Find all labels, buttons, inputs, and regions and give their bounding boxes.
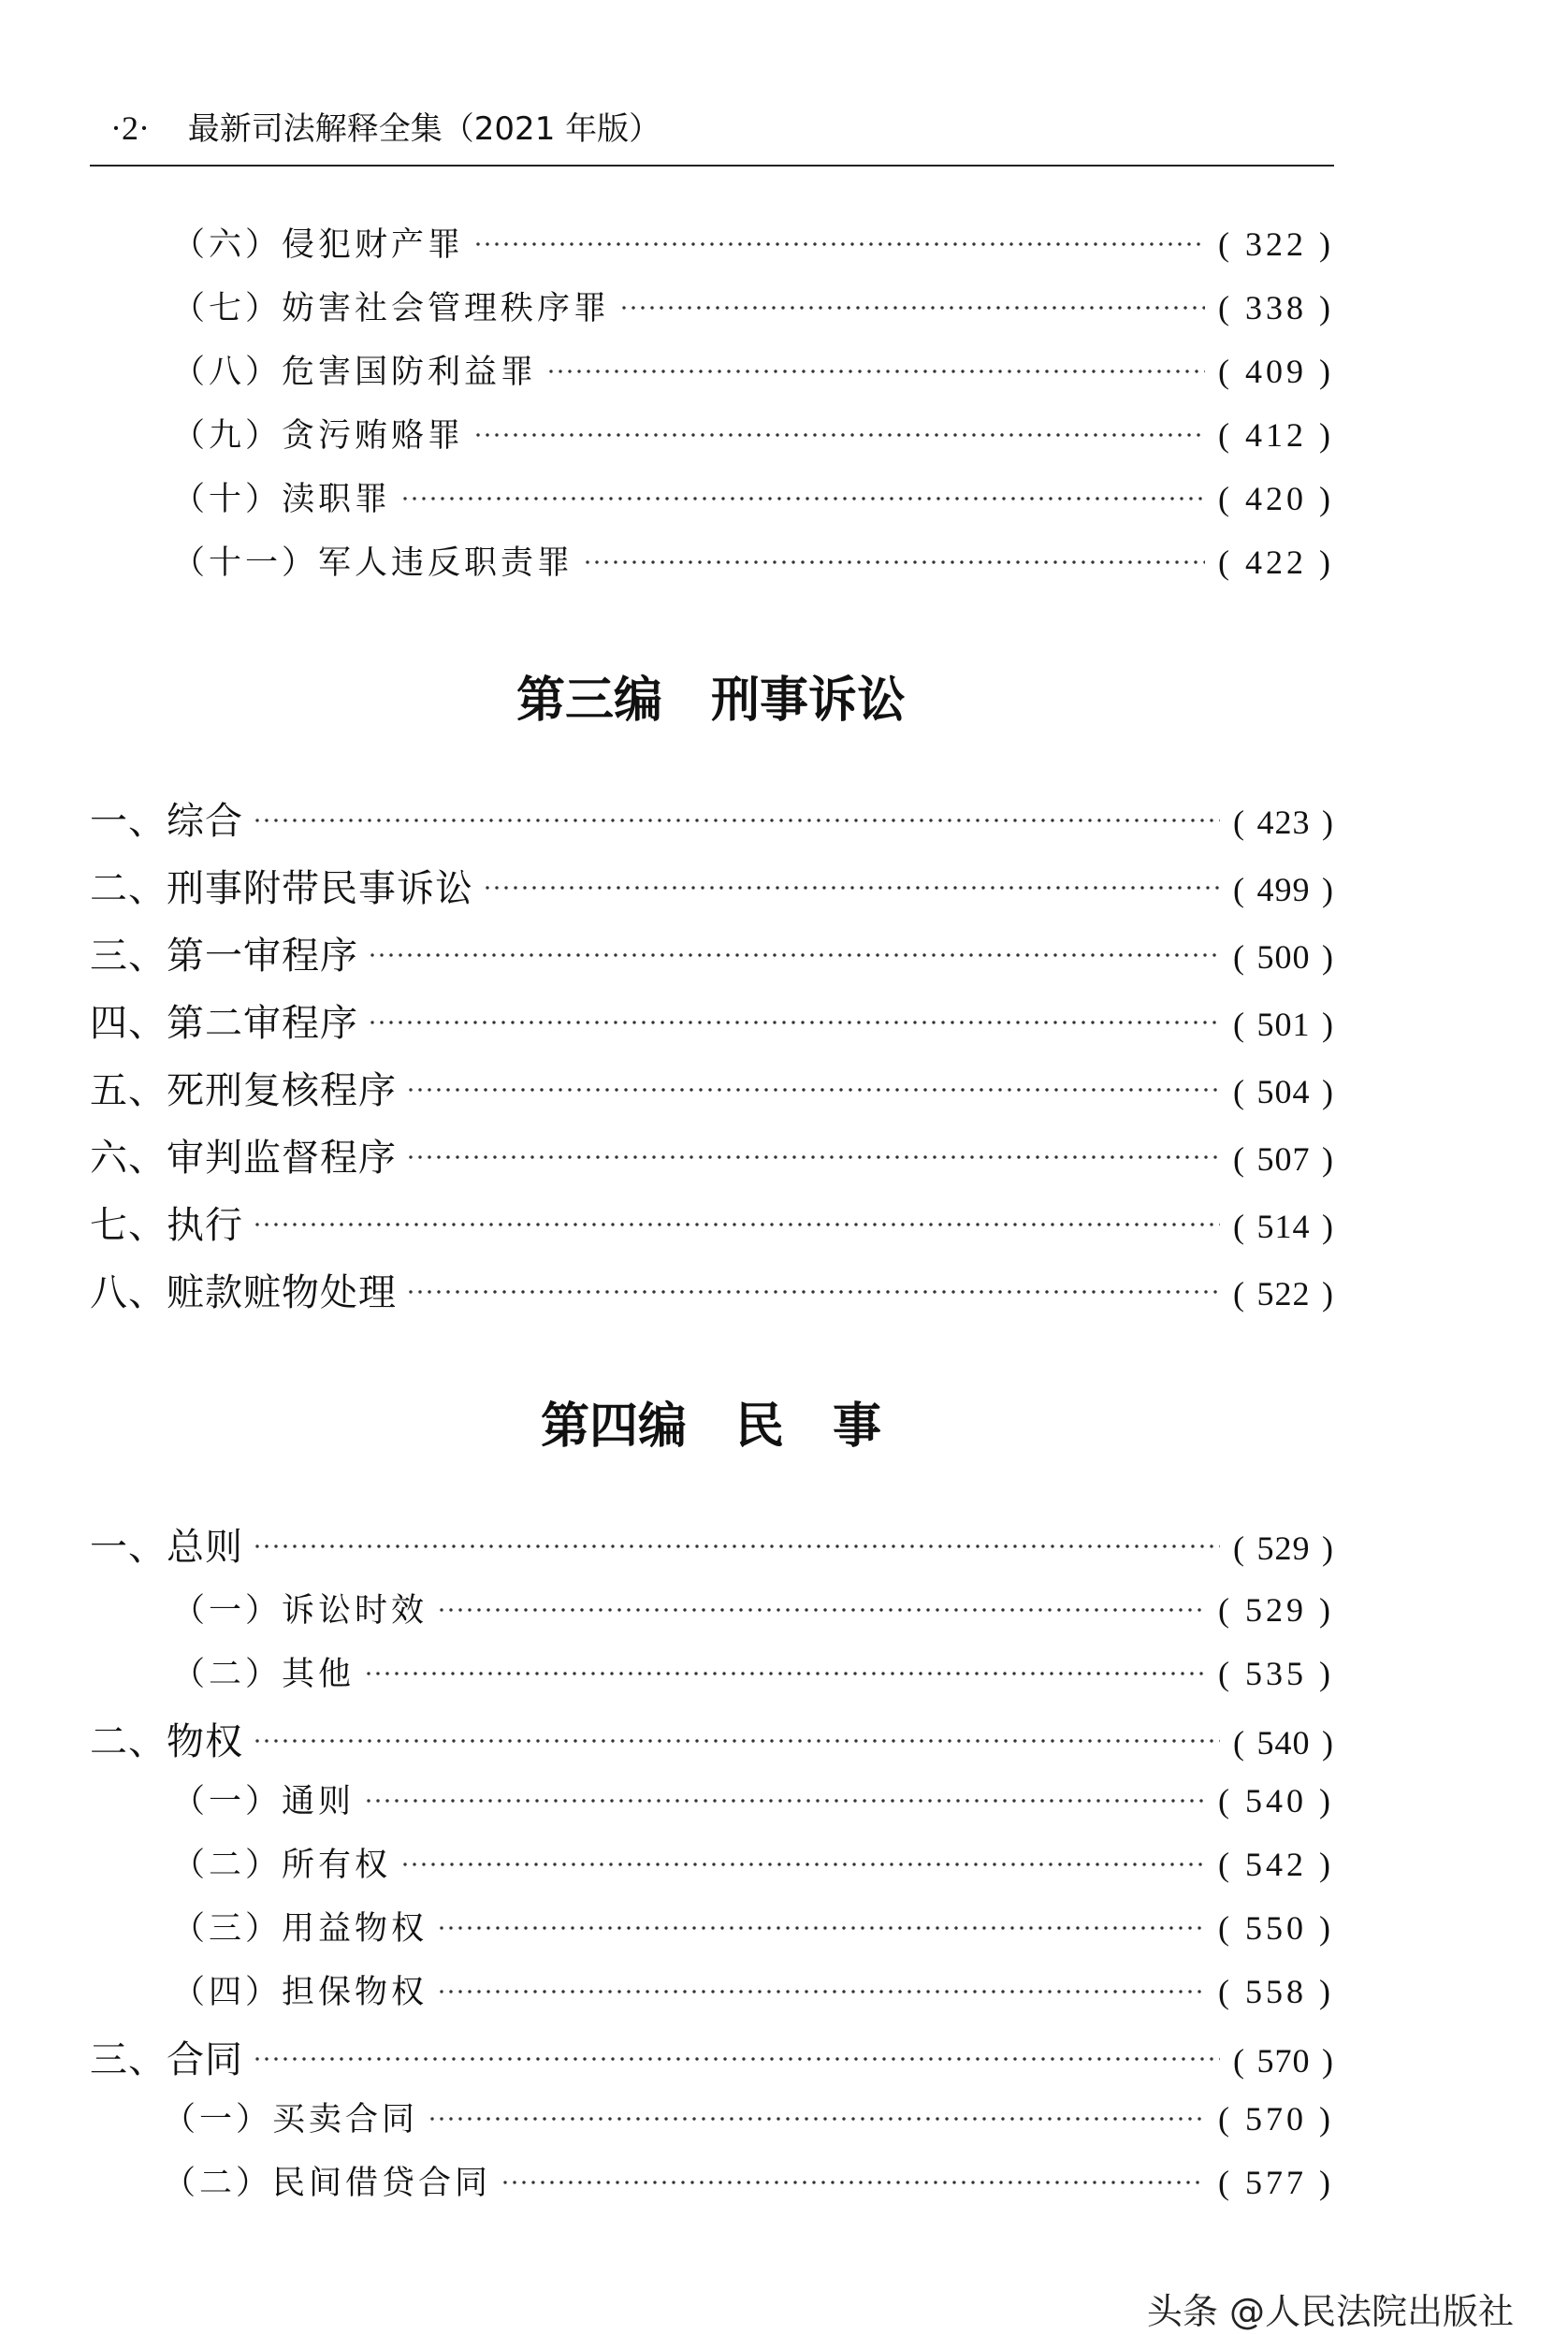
toc-entry[interactable] [163, 2157, 1334, 2204]
toc-entry-label: 五、死刑复核程序 [90, 1069, 397, 1112]
toc-entry-label: （九）贪污贿赂罪 [172, 417, 465, 455]
dot-leader [253, 1223, 1220, 1226]
toc-entry[interactable] [90, 1517, 1334, 1571]
toc-entry-label: 七、执行 [90, 1204, 243, 1247]
toc-entry-label: 三、合同 [90, 2038, 243, 2081]
toc-entry[interactable] [172, 283, 1334, 329]
dot-leader [501, 2181, 1205, 2184]
toc-entry-label: 一、综合 [90, 800, 243, 843]
dot-leader [400, 497, 1205, 500]
dot-leader [428, 2117, 1205, 2121]
toc-entry-label: （三）用益物权 [172, 1910, 428, 1948]
dot-leader [483, 886, 1220, 890]
toc-entry-label: （一）买卖合同 [163, 2101, 419, 2138]
toc-entry-page: ( 535 ) [1218, 1655, 1334, 1692]
toc-entry[interactable] [90, 926, 1334, 979]
toc-entry-label: （八）危害国防利益罪 [172, 354, 538, 391]
toc-entry[interactable] [90, 791, 1334, 845]
toc-entry[interactable] [172, 1648, 1334, 1695]
toc-entry[interactable] [90, 1128, 1334, 1181]
toc-entry-page: ( 522 ) [1233, 1275, 1334, 1312]
toc-entry-page: ( 420 ) [1218, 480, 1334, 517]
toc-entry-page: ( 504 ) [1233, 1073, 1334, 1110]
book-title: 最新司法解释全集（2021 年版） [187, 110, 661, 148]
toc-entry-page: ( 542 ) [1218, 1846, 1334, 1883]
toc-entry-page: ( 499 ) [1233, 871, 1334, 908]
dot-leader [406, 1290, 1220, 1294]
dot-leader [364, 1799, 1205, 1803]
dot-leader [253, 1544, 1220, 1548]
dot-leader [253, 2057, 1220, 2061]
toc-entry-label: 三、第一审程序 [90, 935, 358, 978]
toc-entry[interactable] [90, 1712, 1334, 1765]
toc-entry[interactable] [172, 473, 1334, 520]
toc-entry[interactable] [90, 1061, 1334, 1114]
source-watermark: 头条 @人民法院出版社 [1146, 2291, 1514, 2332]
dot-leader [546, 370, 1205, 373]
dot-leader [437, 1926, 1205, 1930]
dot-leader [368, 1021, 1220, 1024]
toc-entry-label: （二）所有权 [172, 1847, 392, 1884]
toc-entry-label: （二）民间借贷合同 [163, 2165, 492, 2202]
page-number: ·2· [110, 109, 150, 147]
toc-entry-label: 八、赃款赃物处理 [90, 1271, 397, 1314]
toc-entry-label: （六）侵犯财产罪 [172, 226, 465, 264]
section-title: 第四编 民 事 [540, 1399, 881, 1455]
toc-entry-page: ( 558 ) [1218, 1973, 1334, 2010]
dot-leader [400, 1863, 1205, 1866]
toc-entry-page: ( 338 ) [1218, 289, 1334, 326]
toc-entry[interactable] [172, 1966, 1334, 2013]
toc-entry-page: ( 529 ) [1233, 1529, 1334, 1567]
toc-entry[interactable] [172, 1839, 1334, 1886]
toc-entry-label: （一）诉讼时效 [172, 1592, 428, 1630]
dot-leader [583, 560, 1205, 564]
toc-entry-page: ( 507 ) [1233, 1140, 1334, 1178]
dot-leader [364, 1672, 1205, 1675]
toc-entry[interactable] [172, 1585, 1334, 1631]
dot-leader [473, 242, 1205, 246]
toc-entry[interactable] [172, 219, 1334, 266]
toc-entry-label: （十一）军人违反职责罪 [172, 544, 574, 582]
running-header [110, 105, 661, 152]
dot-leader [473, 433, 1205, 437]
toc-entry-page: ( 529 ) [1218, 1591, 1334, 1629]
toc-entry-page: ( 570 ) [1233, 2042, 1334, 2080]
toc-entry-page: ( 540 ) [1218, 1782, 1334, 1819]
toc-entry[interactable] [172, 537, 1334, 584]
toc-entry[interactable] [172, 410, 1334, 457]
toc-entry-label: 一、总则 [90, 1526, 243, 1569]
toc-entry-label: 六、审判监督程序 [90, 1137, 397, 1180]
toc-entry-page: ( 423 ) [1233, 804, 1334, 841]
toc-entry[interactable] [90, 2030, 1334, 2083]
toc-entry-page: ( 501 ) [1233, 1006, 1334, 1043]
toc-entry[interactable] [90, 993, 1334, 1047]
dot-leader [253, 819, 1220, 822]
toc-entry-page: ( 412 ) [1218, 416, 1334, 454]
toc-entry-page: ( 422 ) [1218, 544, 1334, 581]
toc-entry-page: ( 550 ) [1218, 1909, 1334, 1947]
header-divider [90, 165, 1334, 167]
toc-entry-label: （四）担保物权 [172, 1974, 428, 2011]
toc-entry[interactable] [163, 2094, 1334, 2140]
dot-leader [406, 1155, 1220, 1159]
toc-entry[interactable] [90, 859, 1334, 912]
toc-entry[interactable] [172, 1776, 1334, 1822]
toc-entry[interactable] [90, 1196, 1334, 1249]
toc-entry[interactable] [172, 1903, 1334, 1950]
toc-entry-label: （二）其他 [172, 1656, 356, 1693]
dot-leader [368, 953, 1220, 957]
dot-leader [406, 1088, 1220, 1092]
toc-entry-page: ( 514 ) [1233, 1208, 1334, 1245]
toc-entry-page: ( 322 ) [1218, 225, 1334, 263]
section-title: 第三编 刑事诉讼 [515, 673, 906, 729]
dot-leader [253, 1739, 1220, 1743]
dot-leader [437, 1990, 1205, 1993]
toc-entry-label: 二、物权 [90, 1720, 243, 1763]
toc-entry-label: （一）通则 [172, 1783, 356, 1820]
dot-leader [619, 306, 1205, 310]
toc-entry-label: （七）妨害社会管理秩序罪 [172, 290, 611, 327]
toc-entry-label: 四、第二审程序 [90, 1002, 358, 1045]
dot-leader [437, 1608, 1205, 1612]
toc-entry-label: 二、刑事附带民事诉讼 [90, 867, 473, 910]
toc-entry[interactable] [172, 346, 1334, 393]
toc-entry[interactable] [90, 1263, 1334, 1316]
toc-entry-page: ( 570 ) [1218, 2100, 1334, 2138]
toc-entry-label: （十）渎职罪 [172, 481, 392, 518]
toc-entry-page: ( 577 ) [1218, 2164, 1334, 2201]
toc-entry-page: ( 409 ) [1218, 353, 1334, 390]
toc-entry-page: ( 500 ) [1233, 938, 1334, 976]
toc-entry-page: ( 540 ) [1233, 1724, 1334, 1761]
